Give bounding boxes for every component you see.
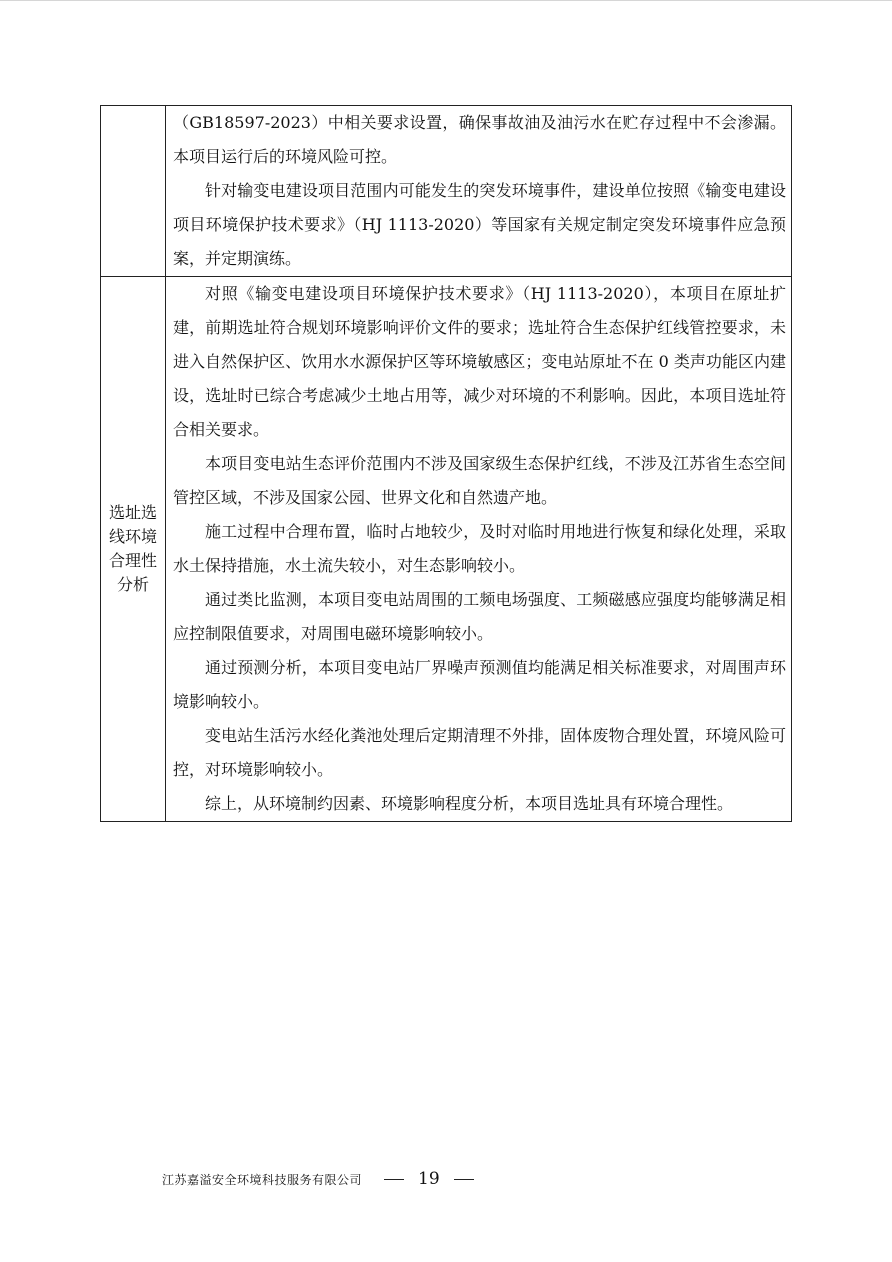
footer-company-name: 江苏嘉溢安全环境科技服务有限公司 — [162, 1172, 363, 1187]
paragraph: 本项目变电站生态评价范围内不涉及国家级生态保护红线，不涉及江苏省生态空间管控区域，不涉及国家公园、世界文化和自然遗产地。 — [173, 454, 786, 507]
row-content-cell — [166, 277, 792, 822]
paragraph: （GB18597-2023）中相关要求设置，确保事故油及油污水在贮存过程中不会渗漏。本项目运行后的环境风险可控。 — [173, 113, 786, 166]
paragraph: 通过类比监测，本项目变电站周围的工频电场强度、工频磁感应强度均能够满足相应控制限值要求，对周围电磁环境影响较小。 — [173, 590, 786, 643]
paragraph: 施工过程中合理布置，临时占地较少，及时对临时用地进行恢复和绿化处理，采取水土保持措施，水土流失较小，对生态影响较小。 — [173, 522, 786, 575]
table-row — [101, 277, 792, 822]
page-footer — [162, 1164, 762, 1194]
paragraph: 对照《输变电建设项目环境保护技术要求》（HJ 1113-2020），本项目在原址扩建，前期选址符合规划环境影响评价文件的要求；选址符合生态保护红线管控要求，未进入自然保护区、饮用水水源保护区等环境敏感区；变电站原址不在 0 类声功能区内建设，选址时已综合考虑减少土地占用等，减少对环境的不利影响。因此，本项目选址符合相关要求。 — [173, 284, 786, 439]
page-number: 19 — [418, 1169, 440, 1189]
table-row — [101, 106, 792, 277]
page-number-block — [384, 1169, 474, 1189]
row-label-cell — [101, 277, 166, 822]
left-dash — [384, 1179, 404, 1180]
content-table — [100, 105, 792, 822]
paragraph: 变电站生活污水经化粪池处理后定期清理不外排，固体废物合理处置，环境风险可控，对环境影响较小。 — [173, 726, 786, 779]
paragraph: 综上，从环境制约因素、环境影响程度分析，本项目选址具有环境合理性。 — [205, 794, 734, 813]
paragraph: 针对输变电建设项目范围内可能发生的突发环境事件，建设单位按照《输变电建设项目环境保护技术要求》（HJ 1113-2020）等国家有关规定制定突发环境事件应急预案，并定期演练。 — [173, 181, 786, 268]
paragraph: 通过预测分析，本项目变电站厂界噪声预测值均能满足相关标准要求，对周围声环境影响较小。 — [173, 658, 786, 711]
right-dash — [454, 1179, 474, 1180]
row-content-cell — [166, 106, 792, 277]
row-label-cell — [101, 106, 166, 277]
page-top-edge — [0, 0, 892, 1]
row-label: 选址选线环境合理性分析 — [108, 503, 157, 594]
